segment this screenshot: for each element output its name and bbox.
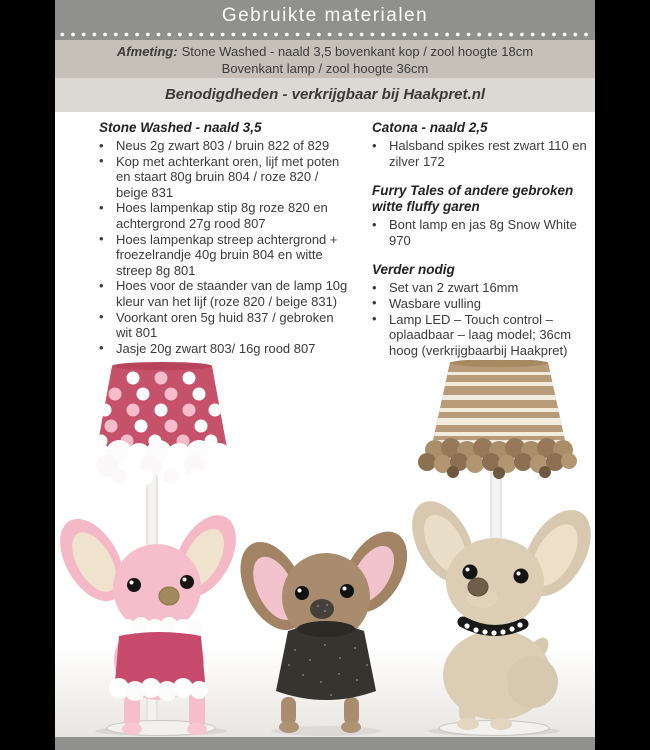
catona-list <box>372 138 596 169</box>
stone-washed-heading: Stone Washed - naald 3,5 <box>99 120 262 135</box>
afmeting-label: Afmeting: <box>116 44 178 59</box>
material-item: • Voorkant oren 5g huid 837 / gebroken wit 801 <box>99 310 353 341</box>
letterbox-right <box>595 0 650 750</box>
page-header <box>55 0 595 40</box>
ruffle-trim <box>418 438 577 479</box>
pattern-page <box>55 0 595 750</box>
footer-bar <box>55 737 595 750</box>
material-item: • Hoes lampenkap streep achtergrond + froezelrandje 40g bruin 804 en witte streep 8g 801 <box>99 232 353 279</box>
material-item: • Jasje 20g zwart 803/ 16g rood 807 <box>99 341 353 357</box>
afmeting-line1 <box>55 43 595 60</box>
section-verder-nodig <box>372 262 596 358</box>
verder-nodig-list <box>372 280 596 358</box>
material-item: • Set van 2 zwart 16mm <box>372 280 596 296</box>
page-title: Gebruikte materialen <box>221 5 429 26</box>
verder-nodig-heading: Verder nodig <box>372 262 455 278</box>
material-item: • Lamp LED – Touch control – oplaadbaar – laag model; 36cm hoog (verkrijgbaarbij Haakpret) <box>372 312 596 359</box>
material-item: • Hoes voor de staander van de lamp 10g kleur van het lijf (roze 820 / beige 831) <box>99 278 353 309</box>
afmeting-text1: Stone Washed - naald 3,5 bovenkant kop / zool hoogte 18cm <box>181 44 534 59</box>
dotted-divider <box>57 32 595 37</box>
fluffy-trim <box>87 440 231 485</box>
column-right <box>372 120 596 358</box>
stone-washed-list <box>99 138 353 356</box>
material-item: • Kop met achterkant oren, lijf met poten en staart 80g bruin 804 / roze 820 / beige 831 <box>99 154 353 201</box>
material-item: • Wasbare vulling <box>372 296 596 312</box>
brown-chihuahua <box>227 520 420 733</box>
material-item: • Bont lamp en jas 8g Snow White 970 <box>372 217 596 248</box>
benodigdheden-title: Benodigdheden - verkrijgbaar bij Haakpret.nl <box>164 86 486 103</box>
section-catona <box>372 120 596 169</box>
furry-tales-heading: Furry Tales of andere gebroken witte fluffy garen <box>372 183 574 215</box>
product-photo <box>55 360 595 737</box>
catona-heading: Catona - naald 2,5 <box>372 120 488 135</box>
furry-tales-list <box>372 217 596 248</box>
afmeting-line2: Bovenkant lamp / zool hoogte 36cm <box>221 61 429 76</box>
material-item: • Neus 2g zwart 803 / bruin 822 of 829 <box>99 138 353 154</box>
column-stone-washed <box>99 120 353 356</box>
crochet-dogs-illustration <box>55 360 595 737</box>
material-item: • Hoes lampenkap stip 8g roze 820 en achtergrond 27g rood 807 <box>99 200 353 231</box>
afmeting-band <box>55 40 595 78</box>
letterbox-left <box>0 0 55 750</box>
materials-columns <box>55 112 595 360</box>
benodigdheden-band <box>55 78 595 112</box>
material-item: • Halsband spikes rest zwart 110 en zilver 172 <box>372 138 596 169</box>
section-furry-tales <box>372 183 596 248</box>
